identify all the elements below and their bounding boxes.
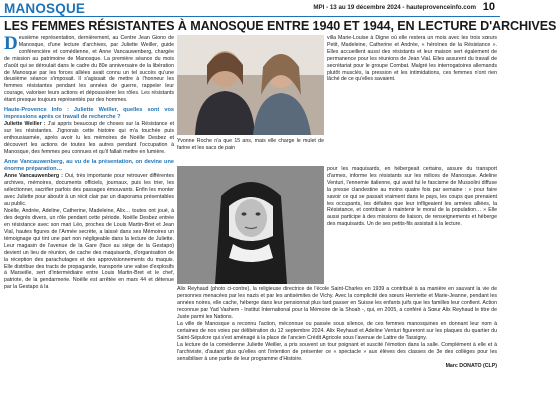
article-column-4 (327, 166, 497, 284)
author-signature: Marc DONATO (CLP) (445, 363, 497, 370)
interview-answer-2: Anne Vancauwenberg : Oui, très importante pour retrouver différentes archives, mémoires, documents officiels, journaux, puis les trier, les sélectionner, sacrifier parfois des passages émouvants. Enfin les monter avec Juliette pour aboutir à un récit clair par un diaporama présentables au public. (4, 173, 175, 207)
interview-question-1: Haute-Provence Info : Juliette Weiller, quelles sont vos impressions après ce travail de recherche ? (4, 107, 174, 120)
body-paragraph: Alix Reyhaud (photo ci-contre), la religieuse directrice de l'école Saint-Charles en 1939 a contribué à sa manière en sauvant la vie de personnes menacées par les nazis et par les antisémites de Vichy. Avec la complicité des sœurs Henriette et Marie-Jeanne, pendant les années noires, elle cache, héberge dans leur pensionnat plus tard passer en Suisse les enfants juifs que les familles leur confient. Action reconnue par Yad Vashem - Institut International pour la Mémoire de la Shoah -, qui, en 2005, a conféré à Sœur Alix Reyhaud le titre de Juste parmi les Nations. (177, 286, 497, 320)
page-number: 10 (482, 1, 495, 13)
article-column-2 (177, 138, 324, 164)
article-column-1 (4, 35, 174, 401)
body-paragraph: villa Marie-Louise à Digne où elle restera un mois avec les trois sœurs Petit, Madeleine, Catherine et Andrée, « héroïnes de la Résistance ». Elles accueillent aussi des résistants et leur maison sert également de permanence pour les réunions de Jean Vial. Elles assurent du travail de secrétariat pour le groupe Combat. Malgré les interrogatoires allemands plutôt musclés, la pression et les intimidations, ces femmes n'ont rien lâché de ce qu'elles savaient. (327, 35, 497, 83)
body-paragraph: pour les maquisards, en hébergeait certains, assure du transport d'armes, informe les résistants sur les milices de Manosque. Adeline Venturi, l'ennemie italienne, qui avait fui le fascisme de Mussolini diffuse la presse clandestine au moins quatre fois par semaine : « pour faire savoir ce qui se passait vraiment dans le pays, les coups que prenaient les occupants, les défaites que leur infligeaient les armées alliées, la Résistance, et contribuer à maintenir le moral de la population… » Elle aussi participe à des missions de liaison, de renseignements et héberge des maquisards. Un de ses petits-fils assistait à la lecture. (327, 166, 497, 228)
photo-alix-reyhaud (177, 166, 324, 284)
body-paragraph: Yvonne Roche n'a que 15 ans, mais elle charge le mulet de farine et les sacs de pain (177, 138, 324, 151)
dateline: MPI - 13 au 19 décembre 2024 - hauteprovenceinfo.com (313, 4, 476, 11)
drop-cap: D (4, 33, 18, 54)
intro-paragraph: Deuxième représentation, dernièrement, au Centre Jean Giono de Manosque, d'une lecture d'archives, par Juliette Weiller, guide conférencière et comédienne, et Anne Vancauwenberg, chargée de mission au patrimoine de Manosque. La première séance du mois d'août qui se déroulait dans le cadre du 80e anniversaire de la libération de Manosque par les forces alliées avait connu un tel succès qu'une deuxième séance s'imposait. Il s'agissait de mettre à l'honneur les femmes résistantes pendant les années de guerre, rappeler leur courage, valoriser leurs actions et dépoussiérer les rôles. Les résistants étant presque toujours représentés par des hommes. (4, 33, 174, 104)
article-column-5 (177, 286, 497, 401)
photo-alix-reyhaud-image (177, 166, 324, 284)
photo-lecturers (177, 35, 324, 135)
article-headline: LES FEMMES RÉSISTANTES À MANOSQUE ENTRE 1940 ET 1944, EN LECTURE D'ARCHIVES (4, 19, 556, 33)
body-paragraph: Noëlle, Andrée, Adeline, Catherine, Madeleine, Alix… toutes ont joué, à des degrés divers, un rôle pendant cette période. Noëlle Desbez entrée en résistance avec son mari Léo, proches de Louis Martin-Bret et Jean Vial, hautes figures de l'Armée secrète, a laissé dans ses Mémoires un témoignage qui tint une part non négligeable dans la lecture de Juliette. Leur magasin de l'avenue de la Gare (face au siège de la Gestapo) devient un lieu de réunion, de cache des maquisards, d'organisation de la réception des parachutages et des approvisionnements du maquis. Elle distribue des tracts de propagande, transporte une valise d'explosifs à Marseille, sert d'intermédiaire entre Louis Martin-Bret et le chef, patriote, de la gendarmerie. Noëlle est arrêtée en mars 44 et détenue par la Gestapo à la (4, 208, 174, 291)
photo-lecturers-image (177, 35, 324, 135)
article-column-3 (327, 35, 497, 167)
page-header (0, 0, 500, 17)
section-title: MANOSQUE (4, 1, 86, 16)
body-paragraph: La ville de Manosque a reconnu l'action, méconnue ou passée sous silence, de ces femmes manosquines en donnant leur nom à certaines de nos voies par délibération du 12 septembre 2024. Alix Reyhaud et Adeline Venturi figureront sur les plaques du quartier du Saint-Sépulcre qui s'est aménagé à la place de l'ancien Crédit Agricole sous l'avenue de Lattre de Tassigny. (177, 321, 497, 341)
interview-answer-1: Juliette Weiller : J'ai appris beaucoup de choses sur la Résistance et sur les résistantes. J'ignorais cette histoire qui m'a touchée puis enthousiasmée, après avoir lu les mémoires de Noëlle Desbez et découvert les actions de toutes les autres pendant l'occupation à Manosque, des femmes peu connues et qu'il fallait mettre en lumière. (4, 121, 174, 155)
interview-question-2: Anne Vancauwenberg, au vu de la présentation, on devine une énorme préparation… (4, 158, 174, 172)
body-paragraph: La lecture de la comédienne Juliette Weiller, a pris souvent un tour poignant et suscité l'émotion dans la salle. Complément à elle et à l'archiviste, d'autant plus qu'elles ont l'intention de présenter ce « spectacle » aux élèves des classes de 3e des collèges pour les sensibiliser à une partie de leur programme d'Histoire. (177, 342, 497, 363)
